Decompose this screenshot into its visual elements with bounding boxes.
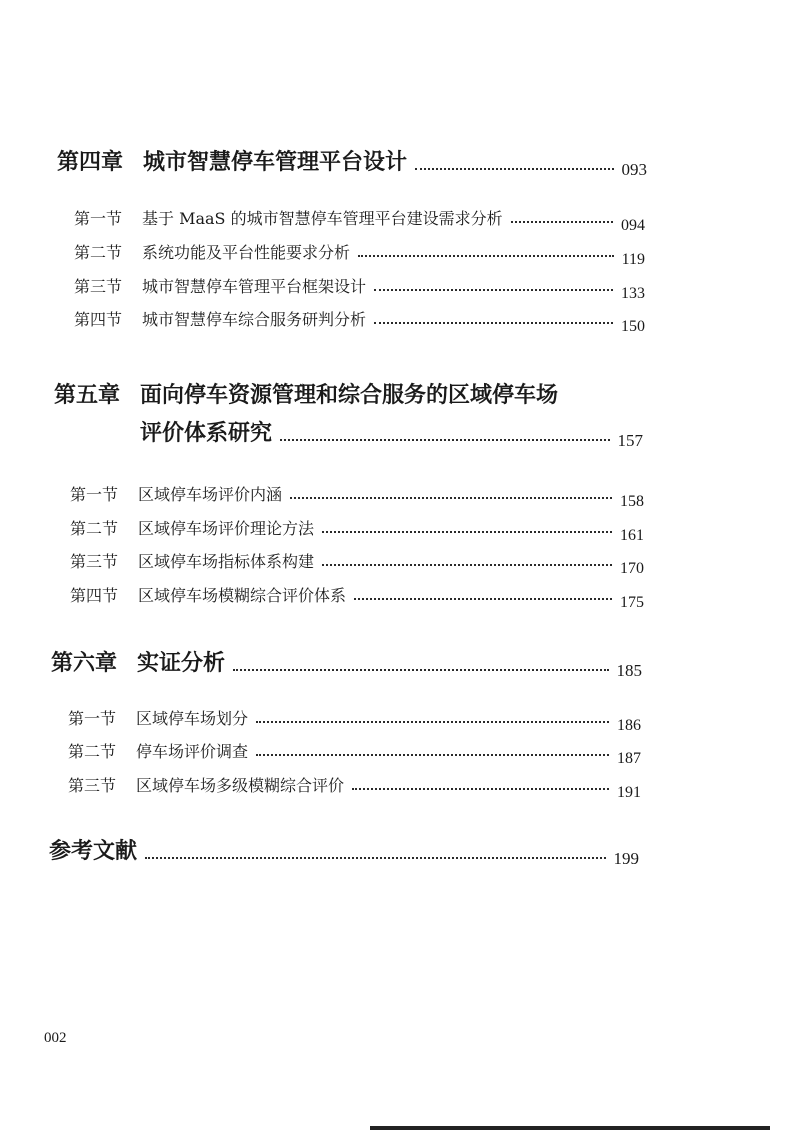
section-label: 第三节: [70, 552, 119, 571]
toc-chapter-6[interactable]: [51, 646, 642, 680]
page-number: 157: [617, 431, 643, 450]
toc-chapter-5-line1[interactable]: [54, 378, 644, 409]
page-number: 186: [617, 717, 641, 734]
leader-dots: [374, 301, 613, 324]
leader-dots: [322, 510, 612, 533]
leader-dots: [290, 476, 612, 499]
page-number: 093: [621, 160, 647, 179]
page-number: 175: [620, 594, 644, 611]
leader-dots: [511, 200, 613, 223]
section-title: 停车场评价调查: [136, 742, 249, 761]
section-title: 城市智慧停车综合服务研判分析: [142, 310, 367, 329]
leader-dots: [233, 640, 608, 671]
toc-section-4-1[interactable]: [74, 206, 645, 234]
chapter-label: 第六章: [51, 650, 118, 676]
page-number: 094: [621, 217, 645, 234]
leader-dots: [374, 268, 613, 291]
section-title: 基于 MaaS 的城市智慧停车管理平台建设需求分析: [142, 209, 503, 228]
section-label: 第四节: [70, 586, 119, 605]
section-title: 城市智慧停车管理平台框架设计: [142, 277, 367, 296]
leader-dots: [145, 828, 605, 859]
toc-section-6-2[interactable]: [68, 739, 641, 767]
page-folio: 002: [44, 1030, 67, 1046]
toc-chapter-4[interactable]: [57, 145, 647, 179]
section-title: 区域停车场指标体系构建: [138, 552, 315, 571]
section-label: 第二节: [74, 243, 123, 262]
section-label: 第一节: [70, 485, 119, 504]
toc-references[interactable]: [49, 834, 639, 868]
page-number: 199: [613, 849, 639, 868]
section-label: 第四节: [74, 310, 123, 329]
leader-dots: [354, 577, 612, 600]
leader-dots: [322, 543, 612, 566]
toc-section-6-1[interactable]: [68, 706, 641, 734]
page-number: 191: [617, 784, 641, 801]
section-label: 第二节: [70, 519, 119, 538]
leader-dots: [256, 733, 609, 756]
section-label: 第一节: [74, 209, 123, 228]
section-title: 区域停车场评价内涵: [138, 485, 283, 504]
chapter-title: 面向停车资源管理和综合服务的区域停车场: [140, 382, 559, 408]
scan-edge-line: [370, 1126, 770, 1130]
toc-section-4-2[interactable]: [74, 240, 645, 268]
toc-section-5-4[interactable]: [70, 583, 644, 611]
page-number: 133: [621, 285, 645, 302]
section-title: 系统功能及平台性能要求分析: [142, 243, 351, 262]
leader-dots: [280, 410, 609, 441]
section-label: 第三节: [68, 776, 117, 795]
toc-section-5-3[interactable]: [70, 549, 644, 577]
leader-dots: [358, 234, 614, 257]
leader-dots: [415, 139, 613, 170]
toc-section-4-4[interactable]: [74, 307, 645, 335]
chapter-title-continued: 评价体系研究: [140, 420, 273, 446]
section-label: 第三节: [74, 277, 123, 296]
toc-section-5-2[interactable]: [70, 516, 644, 544]
chapter-title: 城市智慧停车管理平台设计: [143, 149, 408, 175]
references-title: 参考文献: [49, 838, 138, 864]
section-label: 第二节: [68, 742, 117, 761]
section-title: 区域停车场多级模糊综合评价: [136, 776, 345, 795]
leader-dots: [352, 767, 609, 790]
leader-dots: [256, 700, 609, 723]
section-label: 第一节: [68, 709, 117, 728]
page-number: 187: [617, 750, 641, 767]
section-title: 区域停车场划分: [136, 709, 249, 728]
section-title: 区域停车场评价理论方法: [138, 519, 315, 538]
toc-section-5-1[interactable]: [70, 482, 644, 510]
toc-section-4-3[interactable]: [74, 274, 645, 302]
section-title: 区域停车场模糊综合评价体系: [138, 586, 347, 605]
page-number: 150: [621, 318, 645, 335]
chapter-label: 第四章: [57, 149, 124, 175]
page-number: 161: [620, 527, 644, 544]
toc-section-6-3[interactable]: [68, 773, 641, 801]
chapter-title: 实证分析: [137, 650, 226, 676]
page-number: 170: [620, 560, 644, 577]
page-number: 185: [616, 661, 642, 680]
chapter-label: 第五章: [54, 382, 121, 408]
page-number: 158: [620, 493, 644, 510]
page-number: 119: [621, 251, 645, 268]
toc-chapter-5-line2[interactable]: [140, 416, 643, 450]
